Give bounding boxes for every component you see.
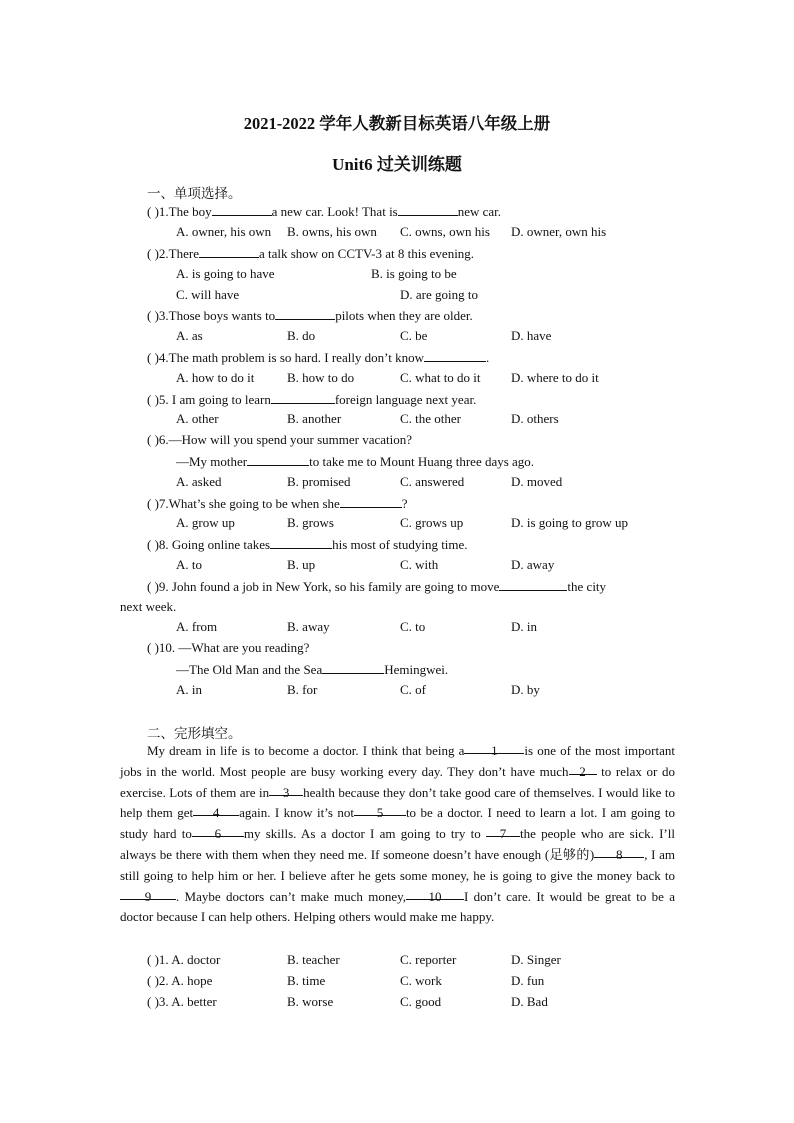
option-b: B. grows bbox=[287, 515, 334, 530]
option-b: B. owns, his own bbox=[287, 224, 377, 239]
question-5-end: foreign language next year. bbox=[334, 392, 477, 407]
question-6-line2 bbox=[176, 453, 534, 470]
question-10-line2-end: Hemingwei. bbox=[384, 662, 449, 677]
question-6 bbox=[147, 432, 412, 448]
question-1-middle: a new car. Look! That is bbox=[271, 204, 398, 219]
passage-text: again. I know it’s not bbox=[239, 805, 354, 821]
cloze-blank-9: 9 bbox=[120, 887, 176, 900]
passage-text: is one of the most important jobs in the world. Most people are busy working every day. They don’t have much bbox=[120, 743, 675, 779]
option-d: D. are going to bbox=[400, 287, 478, 302]
option-b: B. for bbox=[287, 682, 318, 697]
question-5-stem: ( )5. I am going to learn bbox=[147, 392, 271, 407]
option-b: B. is going to be bbox=[371, 266, 457, 281]
question-10-stem: ( )10. —What are you reading? bbox=[147, 640, 310, 655]
option-c: C. to bbox=[400, 619, 426, 634]
cloze-passage bbox=[120, 741, 675, 928]
question-7-end: ? bbox=[401, 496, 408, 511]
question-1-end: new car. bbox=[457, 204, 502, 219]
cloze-question-2-option-a: ( )2. A. hope bbox=[147, 973, 213, 988]
option-c: C. of bbox=[400, 682, 426, 697]
question-4-stem: ( )4.The math problem is so hard. I really don’t know bbox=[147, 350, 425, 365]
option-d: D. others bbox=[511, 411, 559, 426]
option-a: A. owner, his own bbox=[176, 224, 272, 239]
answer-blank bbox=[398, 203, 458, 216]
option-c: C. be bbox=[400, 328, 428, 343]
option-a: A. in bbox=[176, 682, 202, 697]
question-2 bbox=[147, 245, 474, 262]
option-a: A. grow up bbox=[176, 515, 235, 530]
option-d: D. fun bbox=[511, 973, 545, 988]
cloze-blank-1: 1 bbox=[464, 741, 524, 754]
question-6-line2-start: —My mother bbox=[176, 454, 248, 469]
question-4-end: . bbox=[486, 350, 490, 365]
section-heading-single-choice: 一、单项选择。 bbox=[147, 186, 242, 201]
answer-blank bbox=[340, 495, 402, 508]
answer-blank bbox=[499, 578, 567, 591]
answer-blank bbox=[212, 203, 272, 216]
option-b: B. time bbox=[287, 973, 326, 988]
passage-text: the people who are sick. I’ll always be there with them when they need me. If someone doesn’t have enough (足够的) bbox=[120, 826, 675, 862]
option-d: D. have bbox=[511, 328, 552, 343]
option-a: A. to bbox=[176, 557, 202, 572]
cloze-blank-4: 4 bbox=[193, 803, 239, 816]
cloze-blank-10: 10 bbox=[406, 887, 464, 900]
passage-text: I don’t care. It would be great to be a doctor because I can help others. Helping others would make me happy. bbox=[120, 888, 675, 925]
option-b: B. worse bbox=[287, 994, 334, 1009]
option-c: C. grows up bbox=[400, 515, 464, 530]
question-3-end: pilots when they are older. bbox=[335, 308, 473, 323]
question-3-stem: ( )3.Those boys wants to bbox=[147, 308, 276, 323]
cloze-question-3-option-a: ( )3. A. better bbox=[147, 994, 217, 1009]
option-b: B. do bbox=[287, 328, 316, 343]
question-6-stem: ( )6.—How will you spend your summer vacation? bbox=[147, 432, 413, 447]
option-d: D. is going to grow up bbox=[511, 515, 628, 530]
page-subtitle: Unit6 过关训练题 bbox=[332, 155, 462, 174]
option-c: C. good bbox=[400, 994, 442, 1009]
option-b: B. promised bbox=[287, 474, 351, 489]
answer-blank bbox=[275, 307, 335, 320]
option-a: A. from bbox=[176, 619, 218, 634]
option-a: A. asked bbox=[176, 474, 222, 489]
question-7-stem: ( )7.What’s she going to be when she bbox=[147, 496, 340, 511]
passage-text: to relax or do exercise. Lots of them are in bbox=[120, 763, 675, 800]
option-a: A. is going to have bbox=[176, 266, 275, 281]
passage-text: My dream in life is to become a doctor. I think that being a bbox=[147, 743, 465, 758]
cloze-blank-2: 2 bbox=[569, 762, 597, 775]
option-c: C. with bbox=[400, 557, 439, 572]
question-3 bbox=[147, 307, 473, 324]
question-10-line2-start: —The Old Man and the Sea bbox=[176, 662, 323, 677]
option-b: B. how to do bbox=[287, 370, 355, 385]
page-title: 2021-2022 学年人教新目标英语八年级上册 bbox=[243, 114, 551, 133]
option-c: C. answered bbox=[400, 474, 465, 489]
cloze-blank-3: 3 bbox=[269, 783, 303, 796]
option-d: D. away bbox=[511, 557, 555, 572]
option-c: C. the other bbox=[400, 411, 462, 426]
option-d: D. owner, own his bbox=[511, 224, 607, 239]
option-d: D. in bbox=[511, 619, 537, 634]
cloze-question-1-option-a: ( )1. A. doctor bbox=[147, 952, 221, 967]
question-9 bbox=[147, 578, 675, 595]
passage-text: health because they don’t take good care of themselves. I would like to help them get bbox=[120, 784, 675, 821]
option-c: C. work bbox=[400, 973, 442, 988]
option-c: C. reporter bbox=[400, 952, 457, 967]
option-d: D. where to do it bbox=[511, 370, 599, 385]
option-a: A. as bbox=[176, 328, 203, 343]
question-9-stem: ( )9. John found a job in New York, so his family are going to move bbox=[147, 579, 500, 594]
option-b: B. another bbox=[287, 411, 342, 426]
passage-text: my skills. As a doctor I am going to try to bbox=[243, 826, 481, 842]
answer-blank bbox=[247, 453, 309, 466]
option-d: D. Bad bbox=[511, 994, 548, 1009]
answer-blank bbox=[424, 349, 486, 362]
question-10 bbox=[147, 640, 309, 656]
question-8-stem: ( )8. Going online takes bbox=[147, 537, 271, 552]
option-d: D. Singer bbox=[511, 952, 561, 967]
question-2-stem: ( )2.There bbox=[147, 246, 199, 261]
section-heading-cloze: 二、完形填空。 bbox=[147, 726, 242, 741]
question-8 bbox=[147, 536, 468, 553]
answer-blank bbox=[271, 391, 335, 404]
question-9-end: the city bbox=[567, 579, 607, 594]
passage-text: , I am still going to help him or her. I believe after he gets some money, he is going to give the money back to bbox=[120, 846, 675, 883]
cloze-blank-6: 6 bbox=[192, 824, 244, 837]
question-6-line2-end: to take me to Mount Huang three days ago. bbox=[309, 454, 535, 469]
option-a: A. other bbox=[176, 411, 219, 426]
question-5 bbox=[147, 391, 476, 408]
question-2-end: a talk show on CCTV-3 at 8 this evening. bbox=[258, 246, 475, 261]
question-1-stem: ( )1.The boy bbox=[147, 204, 212, 219]
option-d: D. moved bbox=[511, 474, 563, 489]
answer-blank bbox=[199, 245, 259, 258]
question-1 bbox=[147, 203, 501, 220]
question-7 bbox=[147, 495, 408, 512]
cloze-blank-7: 7 bbox=[486, 824, 520, 837]
answer-blank bbox=[322, 661, 384, 674]
passage-text: . Maybe doctors can’t make much money, bbox=[176, 888, 406, 904]
question-10-line2 bbox=[176, 661, 448, 678]
option-c: C. what to do it bbox=[400, 370, 481, 385]
question-8-end: his most of studying time. bbox=[332, 537, 468, 552]
cloze-blank-8: 8 bbox=[594, 845, 644, 858]
option-a: A. how to do it bbox=[176, 370, 255, 385]
option-c: C. will have bbox=[176, 287, 240, 302]
answer-blank bbox=[270, 536, 332, 549]
option-b: B. away bbox=[287, 619, 330, 634]
question-4 bbox=[147, 349, 489, 366]
option-b: B. teacher bbox=[287, 952, 340, 967]
option-c: C. owns, own his bbox=[400, 224, 490, 239]
passage-text: to be a doctor. I need to learn a lot. I am going to study hard to bbox=[120, 805, 675, 842]
question-9-continuation: next week. bbox=[120, 599, 177, 614]
option-b: B. up bbox=[287, 557, 316, 572]
cloze-blank-5: 5 bbox=[354, 803, 406, 816]
option-d: D. by bbox=[511, 682, 540, 697]
